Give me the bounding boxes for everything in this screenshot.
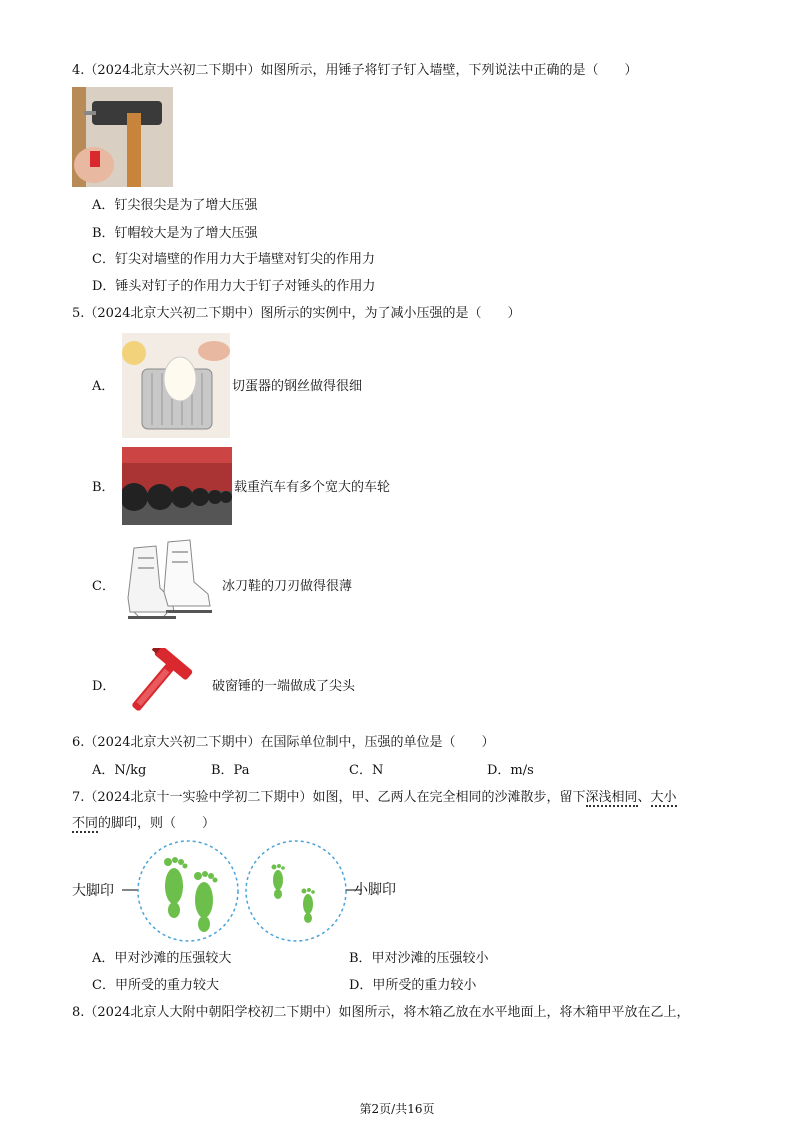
q6-option-c: C．N: [349, 763, 384, 778]
q8-stem: 8.（2024北京人大附中朝阳学校初二下期中）如图所示，将木箱乙放在水平地面上，将木箱甲平放在乙上，: [72, 1005, 690, 1020]
q7-option-a: A．甲对沙滩的压强较大: [92, 951, 232, 966]
label-small-footprint: 小脚印: [354, 882, 396, 898]
q5-option-c-text: 冰刀鞋的刀刃做得很薄: [222, 579, 353, 594]
safety-hammer-image: [124, 648, 210, 724]
q7-stem-line2: 不同的脚印，则（ ）: [72, 816, 216, 831]
label-big-footprint: 大脚印: [72, 883, 114, 899]
q7-option-d: D．甲所受的重力较小: [349, 978, 477, 993]
q7-option-c: C．甲所受的重力较大: [92, 978, 219, 993]
q7-stem-line1: 7.（2024北京十一实验中学初二下期中）如图，甲、乙两人在完全相同的沙滩散步，留下深浅相同、大小: [72, 790, 677, 805]
q5-option-d-text: 破窗锤的一端做成了尖头: [212, 679, 356, 694]
q5-option-a-letter: A．: [92, 379, 115, 394]
q4-option-a: A．钉尖很尖是为了增大压强: [92, 198, 258, 213]
big-footprints-icon: [164, 857, 218, 932]
q5-option-b-text: 载重汽车有多个宽大的车轮: [234, 480, 391, 495]
emphasis-dotted: 大小: [650, 790, 677, 805]
ice-skates-image: [124, 538, 220, 634]
q5-stem: 5.（2024北京大兴初二下期中）图所示的实例中，为了减小压强的是（ ）: [72, 306, 521, 321]
page-footer: 第2页/共16页: [359, 1102, 435, 1116]
q6-option-d: D．m/s: [487, 763, 534, 778]
emphasis-dotted: 不同: [72, 816, 99, 831]
q4-option-d: D．锤头对钉子的作用力大于钉子对锤头的作用力: [92, 279, 376, 294]
q7-option-b: B．甲对沙滩的压强较小: [349, 951, 489, 966]
q4-option-b: B．钉帽较大是为了增大压强: [92, 226, 258, 241]
q5-option-a-text: 切蛋器的钢丝做得很细: [232, 379, 363, 394]
egg-slicer-image: [122, 333, 230, 438]
q5-option-d-letter: D．: [92, 679, 116, 694]
q4-stem: 4.（2024北京大兴初二下期中）如图所示，用锤子将钉子钉入墙壁，下列说法中正确的是（ ）: [72, 63, 638, 78]
q4-option-c: C．钉尖对墙壁的作用力大于墙壁对钉尖的作用力: [92, 252, 375, 267]
q6-option-a: A．N/kg: [92, 763, 147, 778]
q5-option-b-letter: B．: [92, 480, 115, 495]
small-footprints-icon: [272, 864, 315, 923]
hammer-nail-image: [72, 87, 173, 187]
emphasis-dotted: 深浅相同: [585, 790, 638, 805]
truck-wheels-image: [122, 447, 232, 525]
q5-option-c-letter: C．: [92, 579, 115, 594]
q6-option-b: B．Pa: [211, 763, 250, 778]
q6-stem: 6.（2024北京大兴初二下期中）在国际单位制中，压强的单位是（ ）: [72, 735, 495, 750]
